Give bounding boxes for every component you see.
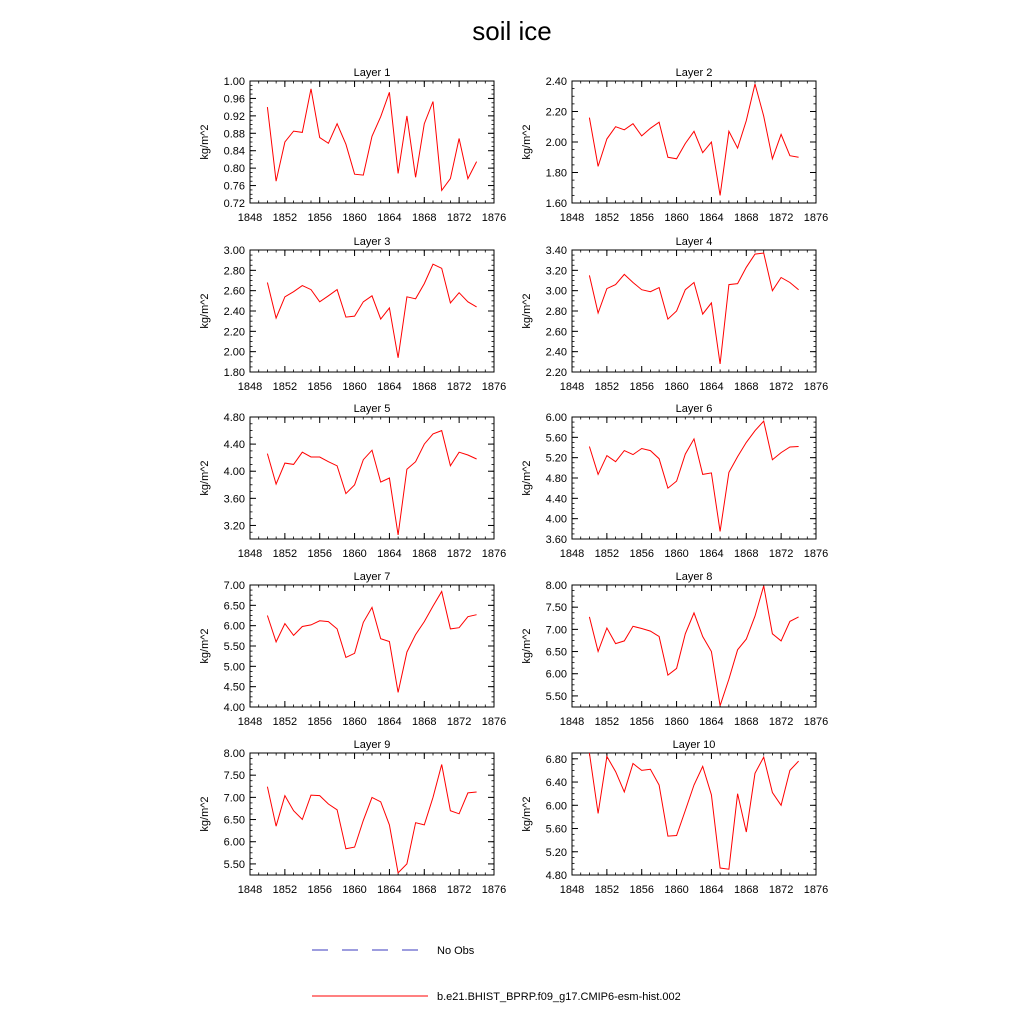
x-tick-label: 1856 <box>307 884 332 896</box>
y-tick-label: 6.00 <box>223 836 245 849</box>
y-axis-label: kg/m^2 <box>199 293 211 329</box>
x-tick-label: 1860 <box>664 884 689 896</box>
x-tick-label: 1856 <box>307 381 332 393</box>
y-tick-label: 5.50 <box>223 641 245 653</box>
y-tick-label: 6.00 <box>545 412 567 424</box>
x-tick-label: 1864 <box>377 212 402 224</box>
y-tick-label: 5.50 <box>545 690 567 703</box>
x-tick-label: 1848 <box>237 381 263 393</box>
legend-label-model: b.e21.BHIST_BPRP.f09_g17.CMIP6-esm-hist.002 <box>437 991 681 1003</box>
x-tick-label: 1876 <box>803 381 829 393</box>
plot-frame <box>250 753 494 875</box>
x-tick-label: 1852 <box>594 884 620 896</box>
x-tick-label: 1852 <box>272 548 298 560</box>
x-tick-label: 1852 <box>272 884 298 896</box>
x-tick-label: 1848 <box>237 212 263 224</box>
x-tick-label: 1852 <box>272 381 298 393</box>
x-tick-label: 1856 <box>307 548 332 560</box>
panel-layer-1 <box>199 67 506 224</box>
x-tick-label: 1872 <box>768 548 794 560</box>
x-tick-label: 1852 <box>272 716 298 728</box>
x-tick-label: 1876 <box>803 212 829 224</box>
y-tick-label: 2.40 <box>223 306 245 318</box>
y-tick-label: 6.80 <box>545 753 567 766</box>
series-line <box>267 592 476 693</box>
x-tick-label: 1848 <box>559 381 585 393</box>
y-axis-label: kg/m^2 <box>199 124 211 160</box>
x-tick-label: 1872 <box>446 548 472 560</box>
y-tick-label: 2.20 <box>545 106 567 119</box>
legend-label-no-obs: No Obs <box>437 945 475 957</box>
y-tick-label: 2.80 <box>223 265 245 278</box>
x-tick-label: 1852 <box>594 716 620 728</box>
plot-frame <box>250 585 494 707</box>
y-tick-label: 5.20 <box>545 846 567 859</box>
panel-layer-7 <box>199 571 506 728</box>
x-tick-label: 1872 <box>768 716 794 728</box>
panel-title: Layer 2 <box>675 67 713 79</box>
y-tick-label: 5.50 <box>223 858 245 871</box>
panel-layer-6 <box>521 403 828 560</box>
legend-items <box>312 945 681 1003</box>
plot-frame <box>572 417 816 539</box>
y-tick-label: 1.60 <box>545 198 567 210</box>
series-line <box>589 84 798 195</box>
x-tick-label: 1852 <box>594 212 620 224</box>
y-tick-label: 4.50 <box>223 681 245 694</box>
y-tick-label: 5.00 <box>223 661 245 674</box>
y-tick-label: 2.20 <box>223 326 245 339</box>
x-tick-label: 1876 <box>803 548 829 560</box>
y-tick-label: 5.20 <box>545 452 567 465</box>
x-tick-label: 1876 <box>481 381 507 393</box>
y-axis-label: kg/m^2 <box>521 796 533 832</box>
y-axis-label: kg/m^2 <box>199 628 211 664</box>
x-tick-label: 1856 <box>307 716 332 728</box>
y-tick-label: 1.00 <box>223 76 245 88</box>
panel-title: Layer 7 <box>353 571 391 583</box>
plot-frame <box>572 81 816 203</box>
x-tick-label: 1868 <box>734 212 759 224</box>
panel-layer-4 <box>521 236 828 393</box>
x-tick-label: 1864 <box>699 716 724 728</box>
panel-title: Layer 6 <box>675 403 713 415</box>
panel-title: Layer 8 <box>675 571 713 583</box>
plot-frame <box>572 753 816 875</box>
y-tick-label: 6.50 <box>545 646 567 659</box>
panel-layer-2 <box>521 67 828 224</box>
x-tick-label: 1876 <box>803 884 829 896</box>
x-tick-label: 1876 <box>481 716 507 728</box>
x-tick-label: 1868 <box>734 548 759 560</box>
x-tick-label: 1860 <box>342 381 367 393</box>
y-tick-label: 5.60 <box>545 823 567 836</box>
x-tick-label: 1876 <box>481 212 507 224</box>
y-tick-label: 8.00 <box>223 748 245 760</box>
y-tick-label: 4.00 <box>223 702 245 714</box>
x-tick-label: 1848 <box>237 884 263 896</box>
x-tick-label: 1848 <box>237 548 263 560</box>
x-tick-label: 1852 <box>272 212 298 224</box>
x-tick-label: 1868 <box>412 381 437 393</box>
y-tick-label: 1.80 <box>545 167 567 180</box>
y-tick-label: 7.00 <box>545 624 567 637</box>
x-tick-label: 1860 <box>342 212 367 224</box>
x-tick-label: 1856 <box>629 884 654 896</box>
y-tick-label: 0.92 <box>223 110 245 123</box>
y-tick-label: 4.00 <box>545 513 567 526</box>
x-tick-label: 1860 <box>342 884 367 896</box>
y-tick-label: 0.88 <box>223 128 245 141</box>
plot-frame <box>250 250 494 372</box>
x-tick-label: 1860 <box>342 716 367 728</box>
x-tick-label: 1864 <box>699 548 724 560</box>
x-tick-label: 1856 <box>629 716 654 728</box>
series-line <box>267 765 476 873</box>
y-tick-label: 6.00 <box>545 800 567 813</box>
y-axis-label: kg/m^2 <box>521 293 533 329</box>
plot-frame <box>572 250 816 372</box>
x-tick-label: 1860 <box>664 716 689 728</box>
panel-layer-8 <box>521 571 828 728</box>
y-axis-label: kg/m^2 <box>521 124 533 160</box>
y-tick-label: 2.00 <box>223 346 245 359</box>
x-tick-label: 1852 <box>594 381 620 393</box>
x-tick-label: 1848 <box>559 548 585 560</box>
y-axis-label: kg/m^2 <box>199 460 211 496</box>
plot-frame <box>572 585 816 707</box>
x-tick-label: 1876 <box>481 548 507 560</box>
y-tick-label: 4.80 <box>545 870 567 882</box>
y-tick-label: 3.00 <box>545 285 567 298</box>
y-tick-label: 0.80 <box>223 163 245 176</box>
y-tick-label: 0.96 <box>223 93 245 106</box>
x-tick-label: 1876 <box>481 884 507 896</box>
panel-title: Layer 5 <box>353 403 391 415</box>
y-tick-label: 6.00 <box>223 620 245 633</box>
y-tick-label: 7.00 <box>223 792 245 805</box>
y-axis-label: kg/m^2 <box>521 460 533 496</box>
x-tick-label: 1848 <box>559 884 585 896</box>
x-tick-label: 1864 <box>699 884 724 896</box>
y-axis-label: kg/m^2 <box>521 628 533 664</box>
figure-title: soil ice <box>472 16 552 46</box>
x-tick-label: 1872 <box>446 884 472 896</box>
y-tick-label: 4.40 <box>223 439 245 452</box>
x-tick-label: 1864 <box>377 716 402 728</box>
y-tick-label: 5.60 <box>545 432 567 445</box>
y-tick-label: 4.80 <box>223 412 245 424</box>
x-tick-label: 1864 <box>699 212 724 224</box>
panel-title: Layer 10 <box>672 739 716 751</box>
x-tick-label: 1852 <box>594 548 620 560</box>
x-tick-label: 1848 <box>237 716 263 728</box>
y-tick-label: 7.00 <box>223 580 245 592</box>
panel-title: Layer 9 <box>353 739 391 751</box>
y-tick-label: 2.40 <box>545 346 567 359</box>
y-tick-label: 3.00 <box>223 245 245 257</box>
y-tick-label: 3.40 <box>545 245 567 257</box>
series-line <box>589 421 798 531</box>
x-tick-label: 1872 <box>446 381 472 393</box>
series-line <box>267 89 476 191</box>
y-tick-label: 7.50 <box>223 770 245 783</box>
panel-title: Layer 3 <box>353 236 391 248</box>
y-tick-label: 3.60 <box>223 493 245 506</box>
panel-layer-9 <box>199 739 506 896</box>
y-tick-label: 6.50 <box>223 814 245 827</box>
series-line <box>267 431 476 535</box>
x-tick-label: 1868 <box>412 884 437 896</box>
plot-frame <box>250 81 494 203</box>
x-tick-label: 1856 <box>629 212 654 224</box>
y-tick-label: 4.40 <box>545 493 567 506</box>
panel-title: Layer 4 <box>675 236 713 248</box>
y-tick-label: 6.00 <box>545 668 567 681</box>
y-tick-label: 0.84 <box>223 145 245 158</box>
x-tick-label: 1856 <box>307 212 332 224</box>
x-tick-label: 1868 <box>412 716 437 728</box>
x-tick-label: 1860 <box>664 548 689 560</box>
x-tick-label: 1872 <box>768 381 794 393</box>
x-tick-label: 1868 <box>734 716 759 728</box>
y-tick-label: 6.40 <box>545 777 567 790</box>
x-tick-label: 1872 <box>768 884 794 896</box>
x-tick-label: 1864 <box>377 548 402 560</box>
panel-layer-10 <box>521 739 828 896</box>
plot-frame <box>250 417 494 539</box>
x-tick-label: 1860 <box>342 548 367 560</box>
x-tick-label: 1868 <box>734 884 759 896</box>
x-tick-label: 1868 <box>412 548 437 560</box>
series-line <box>589 586 798 706</box>
x-tick-label: 1848 <box>559 716 585 728</box>
panel-title: Layer 1 <box>353 67 391 79</box>
y-tick-label: 2.60 <box>223 285 245 298</box>
y-tick-label: 7.50 <box>545 602 567 615</box>
x-tick-label: 1856 <box>629 548 654 560</box>
y-tick-label: 3.20 <box>223 520 245 533</box>
panel-layer-3 <box>199 236 506 393</box>
x-tick-label: 1856 <box>629 381 654 393</box>
y-tick-label: 0.72 <box>223 198 245 210</box>
x-tick-label: 1860 <box>664 212 689 224</box>
y-tick-label: 4.80 <box>545 473 567 485</box>
x-tick-label: 1860 <box>664 381 689 393</box>
series-line <box>589 253 798 364</box>
x-tick-label: 1868 <box>412 212 437 224</box>
x-tick-label: 1868 <box>734 381 759 393</box>
y-tick-label: 3.20 <box>545 265 567 278</box>
series-line <box>589 753 798 869</box>
y-tick-label: 1.80 <box>223 367 245 379</box>
y-axis-label: kg/m^2 <box>199 796 211 832</box>
x-tick-label: 1864 <box>699 381 724 393</box>
y-tick-label: 6.50 <box>223 600 245 613</box>
x-tick-label: 1864 <box>377 884 402 896</box>
y-tick-label: 2.60 <box>545 326 567 339</box>
y-tick-label: 3.60 <box>545 534 567 546</box>
y-tick-label: 2.40 <box>545 76 567 88</box>
x-tick-label: 1848 <box>559 212 585 224</box>
x-tick-label: 1872 <box>446 212 472 224</box>
x-tick-label: 1872 <box>446 716 472 728</box>
series-line <box>267 264 476 358</box>
y-tick-label: 2.20 <box>545 367 567 379</box>
x-tick-label: 1872 <box>768 212 794 224</box>
x-tick-label: 1864 <box>377 381 402 393</box>
panel-layer-5 <box>199 403 506 560</box>
y-tick-label: 0.76 <box>223 180 245 193</box>
y-tick-label: 8.00 <box>545 580 567 592</box>
y-tick-label: 4.00 <box>223 466 245 479</box>
y-tick-label: 2.00 <box>545 137 567 149</box>
x-tick-label: 1876 <box>803 716 829 728</box>
y-tick-label: 2.80 <box>545 306 567 318</box>
